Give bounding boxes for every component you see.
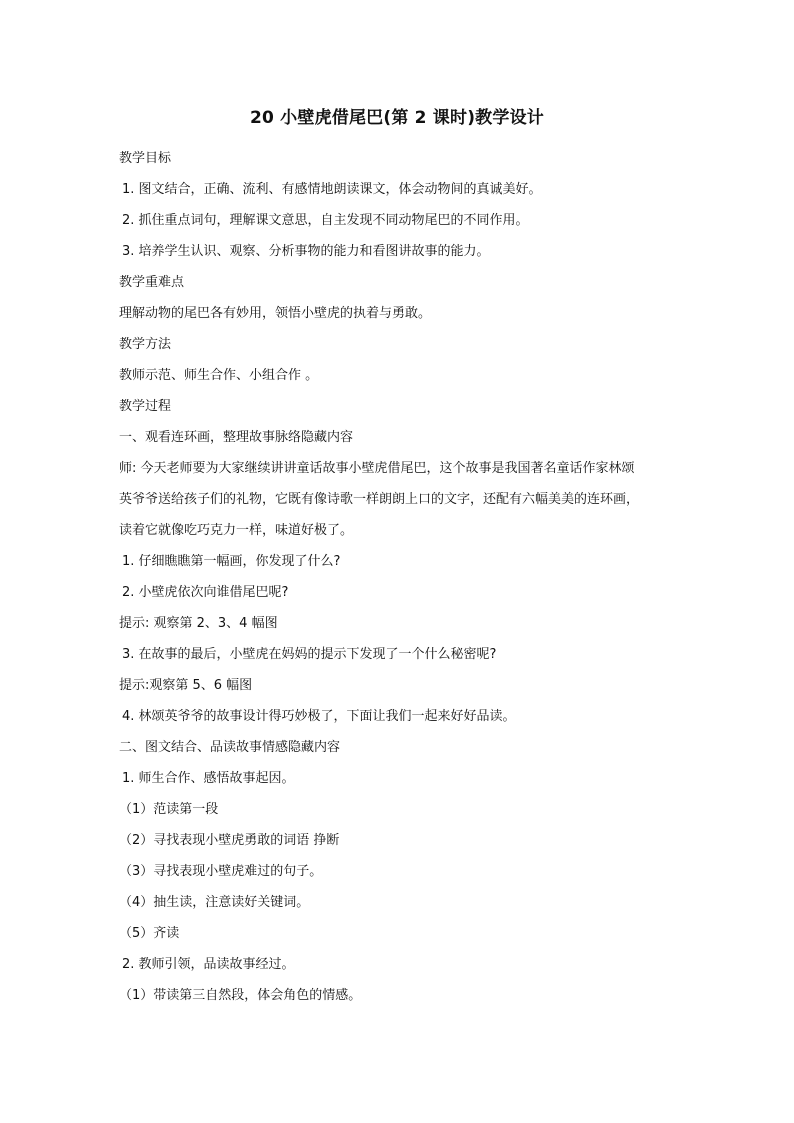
heading-methods: 教学方法	[119, 337, 172, 352]
hint-line: 提示:观察第 5、6 幅图	[119, 678, 253, 693]
list-item: 4. 林颂英爷爷的故事设计得巧妙极了，下面让我们一起来好好品读。	[122, 709, 516, 724]
section-2-heading: 二、图文结合、品读故事情感隐藏内容	[119, 740, 341, 755]
heading-process: 教学过程	[119, 399, 172, 414]
list-item: 1. 仔细瞧瞧第一幅画，你发现了什么?	[122, 554, 341, 569]
section-1-heading: 一、观看连环画，整理故事脉络隐藏内容	[119, 430, 354, 445]
list-item: 2. 小壁虎依次向谁借尾巴呢?	[122, 585, 289, 600]
document-title: 20 小壁虎借尾巴(第 2 课时)教学设计	[250, 108, 544, 128]
heading-key-points: 教学重难点	[119, 275, 185, 290]
sub-list-item: （1）带读第三自然段，体会角色的情感。	[119, 988, 362, 1003]
methods-text: 教师示范、师生合作、小组合作 。	[119, 368, 319, 383]
list-item: 1. 师生合作、感悟故事起因。	[122, 771, 295, 786]
paragraph-line: 英爷爷送给孩子们的礼物，它既有像诗歌一样朗朗上口的文字，还配有六幅美美的连环画，	[119, 492, 640, 507]
key-points-text: 理解动物的尾巴各有妙用，领悟小壁虎的执着与勇敢。	[119, 306, 432, 321]
paragraph-line: 读着它就像吃巧克力一样，味道好极了。	[119, 523, 354, 538]
sub-list-item: （3）寻找表现小壁虎难过的句子。	[119, 864, 323, 879]
objective-3: 3. 培养学生认识、观察、分析事物的能力和看图讲故事的能力。	[122, 244, 490, 259]
sub-list-item: （4）抽生读，注意读好关键词。	[119, 895, 310, 910]
list-item: 3. 在故事的最后，小壁虎在妈妈的提示下发现了一个什么秘密呢?	[122, 647, 497, 662]
list-item: 2. 教师引领，品读故事经过。	[122, 957, 295, 972]
sub-list-item: （5）齐读	[119, 926, 180, 941]
heading-objectives: 教学目标	[119, 151, 172, 166]
document-body	[119, 143, 699, 1011]
paragraph-line: 师: 今天老师要为大家继续讲讲童话故事小壁虎借尾巴，这个故事是我国著名童话作家林颂	[119, 461, 635, 476]
sub-list-item: （1）范读第一段	[119, 802, 219, 817]
objective-1: 1. 图文结合，正确、流利、有感情地朗读课文，体会动物间的真诚美好。	[122, 182, 542, 197]
hint-line: 提示: 观察第 2、3、4 幅图	[119, 616, 278, 631]
sub-list-item: （2）寻找表现小壁虎勇敢的词语 挣断	[119, 833, 340, 848]
objective-2: 2. 抓住重点词句，理解课文意思，自主发现不同动物尾巴的不同作用。	[122, 213, 529, 228]
